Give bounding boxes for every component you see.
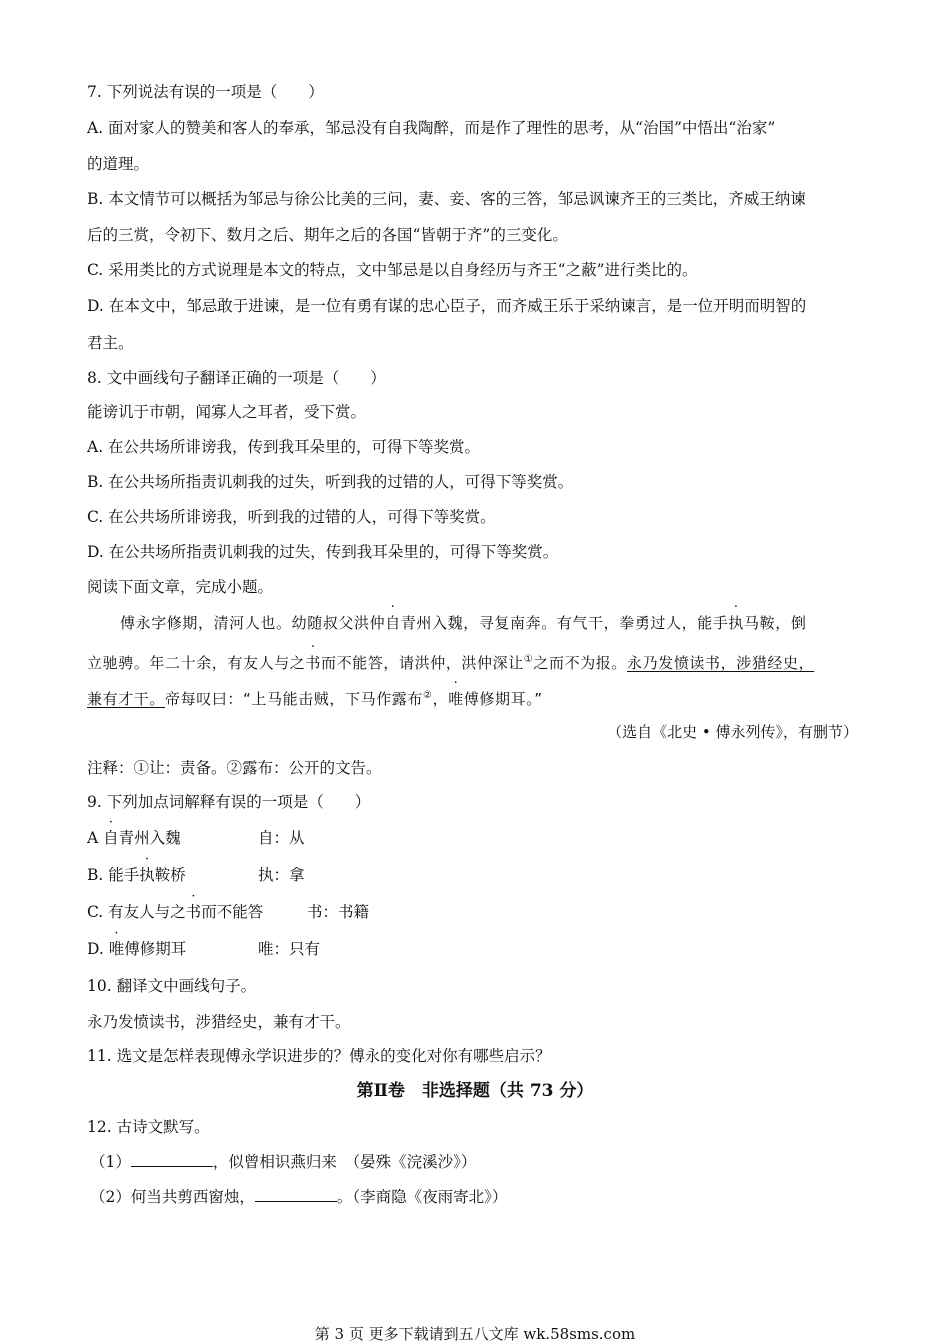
option-label: B. 能手 [87, 866, 140, 884]
passage-text: 青州入魏，寻复南奔。有气干，拳勇过人，能手 [400, 614, 729, 632]
item-number: （1） [90, 1153, 131, 1171]
passage-text: 立驰骋。年二十余，有友人与之 [87, 654, 306, 672]
option-label: C. 有友人与之 [87, 903, 186, 921]
dotted-char-wei: 唯 [448, 690, 464, 708]
q8-option-b: B. 在公共场所指责讥刺我的过失，听到我的过错的人，可得下等奖赏。 [87, 473, 574, 491]
option-label: A [87, 829, 104, 847]
dotted-char: 书 [185, 903, 202, 921]
footnote-marker-2: ② [423, 690, 433, 701]
q9-option-c [87, 902, 487, 922]
dotted-char-shu: 书 [305, 654, 322, 672]
q7-option-b-line2: 后的三赏，令初下、数月之后、期年之后的各国“皆朝于齐”的三变化。 [87, 226, 568, 244]
q8-option-c: C. 在公共场所诽谤我，听到我的过错的人，可得下等奖赏。 [87, 508, 496, 526]
passage-text: 傅修期耳。” [463, 690, 543, 708]
q8-option-a: A. 在公共场所诽谤我，传到我耳朵里的，可得下等奖赏。 [87, 438, 481, 456]
q12-stem: 12. 古诗文默写。 [87, 1118, 210, 1136]
passage-line-3 [87, 686, 543, 709]
option-phrase: 青州入魏 [118, 829, 181, 847]
q8-option-d: D. 在公共场所指责讥刺我的过失，传到我耳朵里的，可得下等奖赏。 [87, 543, 559, 561]
q7-option-a-line1: A. 面对家人的赞美和客人的奉承，邹忌没有自我陶醉，而是作了理性的思考，从“治国”中悟出“治家” [87, 119, 776, 137]
q7-option-b-line1: B. 本文情节可以概括为邹忌与徐公比美的三问，妻、妾、客的三答，邹忌讽谏齐王的三类比，齐威王纳谏 [87, 190, 806, 208]
page-footer: 第 3 页 更多下载请到五八文库 wk.58sms.com [314, 1325, 636, 1343]
dotted-char: 自 [103, 829, 119, 847]
item-text: ，似曾相识燕归来 （晏殊《浣溪沙》） [212, 1153, 477, 1171]
passage-text: 而不能答，请洪仲，洪仲深让 [321, 654, 524, 672]
q12-item-1 [90, 1152, 476, 1172]
passage-source: （选自《北史 • 傅永列传》，有删节） [607, 723, 858, 741]
item-text: 。（李商隐《夜雨寄北》） [336, 1188, 508, 1206]
q9-option-d [87, 939, 487, 959]
dotted-char-zhi: 执 [728, 614, 745, 632]
dotted-char: 执 [139, 866, 155, 884]
passage-text: 傅永字修期，清河人也。幼随叔父洪仲 [120, 614, 386, 632]
passage-text: 马鞍，倒 [744, 614, 807, 632]
q7-option-d-line1: D. 在本文中，邹忌敢于进谏，是一位有勇有谋的忠心臣子，而齐威王乐于采纳谏言，是一位开明而明智的 [87, 297, 807, 315]
passage-line-2 [87, 650, 814, 673]
fill-blank[interactable] [131, 1152, 213, 1167]
q8-quote: 能谤讥于市朝，闻寡人之耳者，受下赏。 [87, 403, 367, 421]
q8-stem: 8. 文中画线句子翻译正确的一项是（ ） [87, 369, 386, 387]
option-phrase: 鞍桥 [154, 866, 186, 884]
dotted-char-zi: 自 [385, 614, 401, 632]
q9-stem: 9. 下列加点词解释有误的一项是（ ） [87, 793, 371, 811]
fill-blank[interactable] [255, 1187, 337, 1202]
reading-intro: 阅读下面文章，完成小题。 [87, 578, 274, 596]
passage-notes: 注释：①让：责备。②露布：公开的文告。 [87, 759, 382, 777]
option-phrase: 而不能答 [201, 903, 264, 921]
passage-text: ， [432, 690, 449, 708]
option-label: D. [87, 940, 109, 958]
q10-sentence: 永乃发愤读书，涉猎经史，兼有才干。 [87, 1013, 351, 1031]
passage-text: 帝每叹曰：“上马能击贼，下马作露布 [165, 690, 423, 708]
footnote-marker-1: ① [523, 654, 534, 665]
q7-option-d-line2: 君主。 [87, 334, 134, 352]
q11-stem: 11. 选文是怎样表现傅永学识进步的？傅永的变化对你有哪些启示？ [87, 1047, 551, 1065]
dotted-char: 唯 [108, 940, 125, 958]
passage-line-1 [120, 613, 806, 633]
passage-text: 之而不为报。 [533, 654, 628, 672]
q7-option-a-line2: 的道理。 [87, 155, 150, 173]
q12-item-2 [90, 1187, 507, 1207]
underlined-sentence-end: 兼有才干。 [87, 690, 166, 708]
option-explanation: 执：拿 [258, 866, 305, 884]
q9-option-b [87, 865, 487, 885]
q9-option-a [87, 828, 487, 848]
option-explanation: 唯：只有 [258, 940, 321, 958]
section-heading: 第Ⅱ卷 非选择题（共 73 分） [356, 1081, 594, 1101]
option-explanation: 自：从 [258, 829, 305, 847]
q10-stem: 10. 翻译文中画线句子。 [87, 977, 257, 995]
q7-stem: 7. 下列说法有误的一项是（ ） [87, 83, 324, 101]
item-text: （2）何当共剪西窗烛， [90, 1188, 255, 1206]
option-explanation: 书：书籍 [307, 903, 370, 921]
q7-option-c: C. 采用类比的方式说理是本文的特点，文中邹忌是以自身经历与齐王“之蔽”进行类比的。 [87, 261, 698, 279]
option-phrase: 傅修期耳 [124, 940, 187, 958]
underlined-sentence: 永乃发愤读书，涉猎经史， [627, 654, 815, 672]
